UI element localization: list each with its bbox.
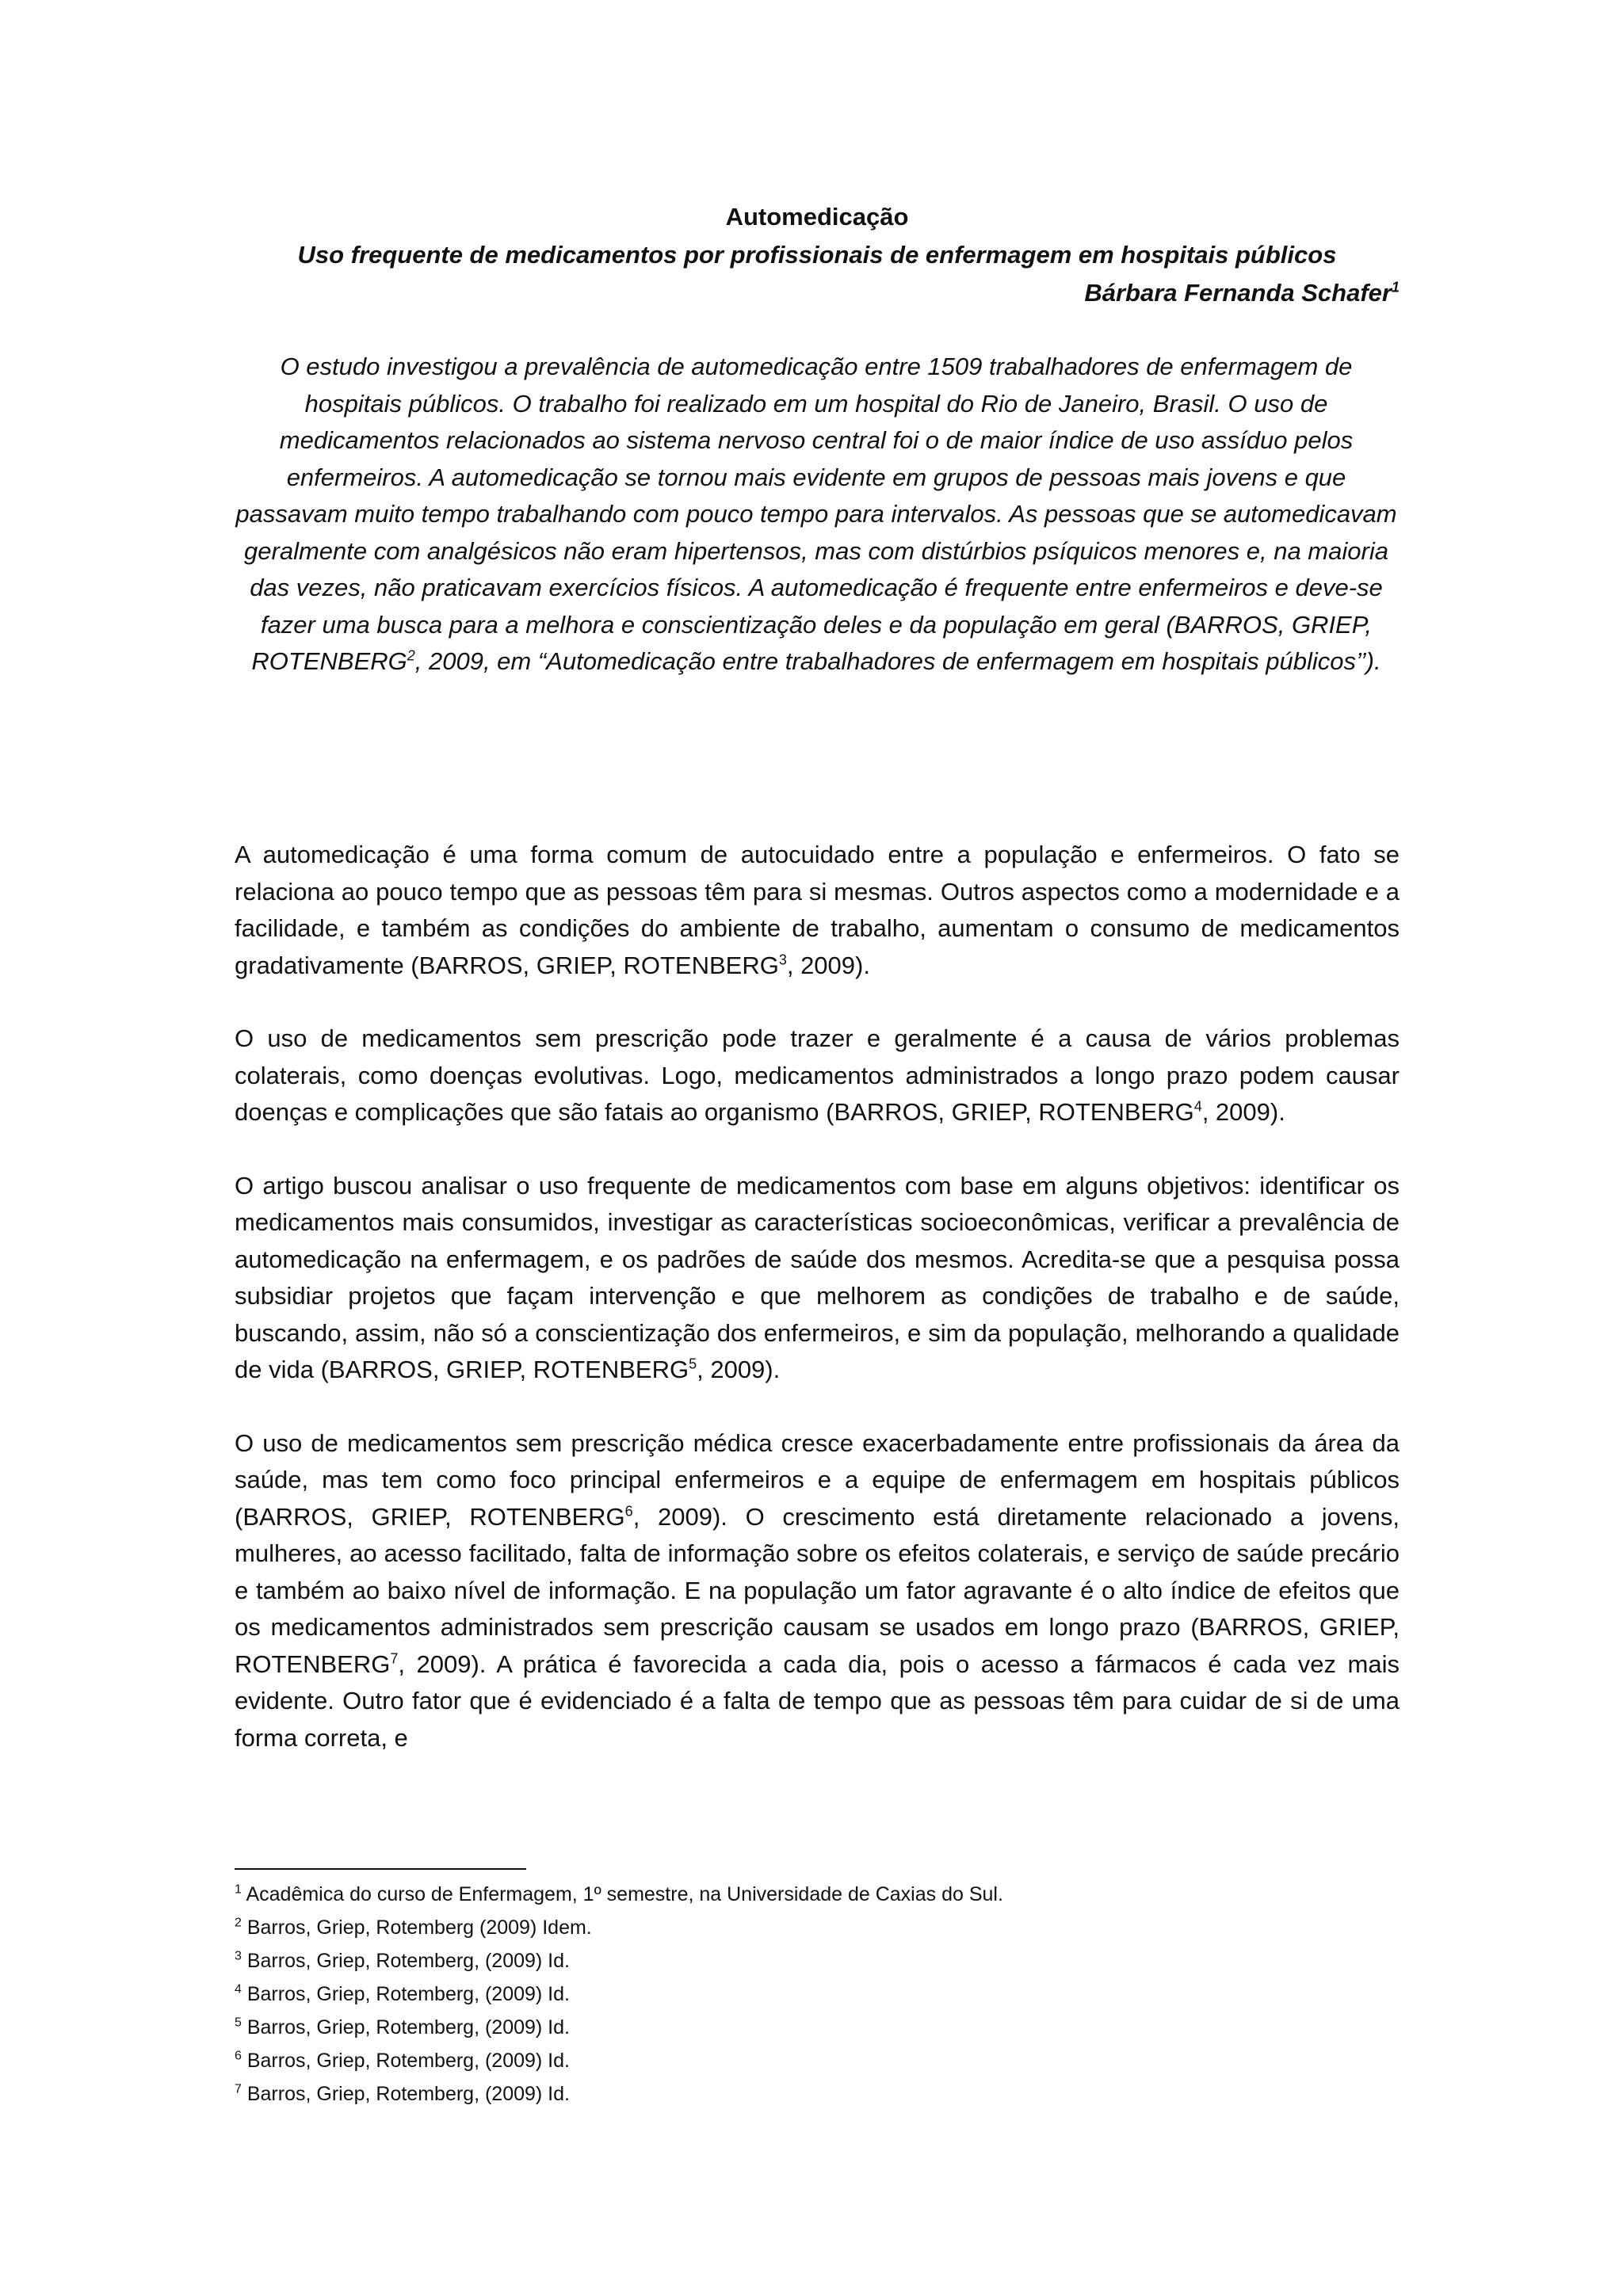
paragraph-text-b: , 2009). O crescimento está diretamente relacionado a jovens, mulheres, ao acesso facilitado, falta de informação sobre os efeitos colaterais, e serviço de saúde precário e também ao baixo nível de informação. E na população um fator agravante é o alto índice de efeitos que os medicamentos administrados sem prescrição causam se usados em longo prazo (BARROS, GRIEP, ROTENBERG (235, 1502, 1400, 1678)
footnote-ref-6: 6 (624, 1503, 633, 1520)
body-paragraph-3 (235, 1168, 1400, 1389)
abstract-text: O estudo investigou a prevalência de automedicação entre 1509 trabalhadores de enfermagem de hospitais públicos. O trabalho foi realizado em um hospital do Rio de Janeiro, Brasil. O uso de medicamentos relacionados ao sistema nervoso central foi o de maior índice de uso assíduo pelos enfermeiros. A automedicação se tornou mais evidente em grupos de pessoas mais jovens e que passavam muito tempo trabalhando com pouco tempo para intervalos. As pessoas que se automedicavam geralmente com analgésicos não eram hipertensos, mas com distúrbios psíquicos menores e, na maioria das vezes, não praticavam exercícios físicos. A automedicação é frequente entre enfermeiros e deve-se fazer uma busca para a melhora e conscientização deles e da população em geral (BARROS, GRIEP, ROTENBERG (235, 353, 1397, 675)
footnote-ref-4: 4 (1193, 1098, 1202, 1115)
paragraph-text-a: O uso de medicamentos sem prescrição médica cresce exacerbadamente entre profissionais da área da saúde, mas tem como foco principal enfermeiros e a equipe de enfermagem em hospitais públicos (BARROS, GRIEP, ROTENBERG (235, 1428, 1400, 1531)
body-paragraph-1 (235, 837, 1400, 984)
author-footnote-ref: 1 (1391, 279, 1400, 296)
document-subtitle: Uso frequente de medicamentos por profissionais de enfermagem em hospitais públicos (297, 241, 1337, 269)
author-name: Bárbara Fernanda Schafer (1084, 279, 1392, 307)
footnote-number: 1 (235, 1882, 242, 1897)
footnote-ref-5: 5 (689, 1356, 697, 1372)
footnote-7 (235, 2077, 1400, 2111)
paragraph-text-c: , 2009). A prática é favorecida a cada dia, pois o acesso a fármacos é cada vez mais evidente. Outro fator que é evidenciado é a falta de tempo que as pessoas têm para cuidar de si de uma forma correta, e (235, 1650, 1400, 1752)
footnote-text: Barros, Griep, Rotemberg, (2009) Id. (241, 1950, 570, 1972)
footnote-4 (235, 1978, 1400, 2011)
paragraph-tail: , 2009). (1201, 1098, 1285, 1126)
paragraph-text: O artigo buscou analisar o uso frequente de medicamentos com base em alguns objetivos: identificar os medicamentos mais consumidos, investigar as características socioeconômicas, verificar a prevalência de automedicação na enfermagem, e os padrões de saúde dos mesmos. Acredita-se que a pesquisa possa subsidiar projetos que façam intervenção e que melhorem as condições de trabalho e de saúde, buscando, assim, não só a conscientização dos enfermeiros, e sim da população, melhorando a qualidade de vida (BARROS, GRIEP, ROTENBERG (235, 1171, 1400, 1383)
footnote-number: 6 (235, 2049, 242, 2063)
body-paragraph-2 (235, 1020, 1400, 1131)
footnote-number: 3 (235, 1949, 242, 1963)
paragraph-tail: , 2009). (697, 1356, 781, 1383)
footnote-5 (235, 2011, 1400, 2044)
paragraph-tail: , 2009). (786, 951, 870, 979)
document-body (235, 837, 1400, 1793)
footnote-text: Barros, Griep, Rotemberg, (2009) Id. (241, 2050, 570, 2072)
abstract (230, 349, 1403, 681)
footnote-1 (235, 1878, 1400, 1911)
abstract-footnote-ref: 2 (407, 647, 415, 664)
footnote-text: Acadêmica do curso de Enfermagem, 1º semestre, na Universidade de Caxias do Sul. (241, 1883, 1003, 1905)
footnote-2 (235, 1911, 1400, 1944)
footnote-ref-3: 3 (778, 952, 787, 968)
paragraph-text: A automedicação é uma forma comum de autocuidado entre a população e enfermeiros. O fato se relaciona ao pouco tempo que as pessoas têm para si mesmas. Outros aspectos como a modernidade e a facilidade, e também as condições do ambiente de trabalho, aumentam o consumo de medicamentos gradativamente (BARROS, GRIEP, ROTENBERG (235, 841, 1400, 979)
footnote-number: 4 (235, 1982, 242, 1997)
footnote-text: Barros, Griep, Rotemberg, (2009) Id. (241, 1983, 570, 2005)
body-paragraph-4 (235, 1425, 1400, 1757)
footnote-3 (235, 1944, 1400, 1978)
footnote-separator (235, 1868, 526, 1870)
footnotes (235, 1878, 1400, 2111)
abstract-text-tail: , 2009, em “Automedicação entre trabalhadores de enfermagem em hospitais públicos’’). (414, 647, 1381, 675)
footnote-6 (235, 2044, 1400, 2077)
footnote-number: 5 (235, 2016, 242, 2030)
document-title: Automedicação (725, 203, 909, 231)
footnote-text: Barros, Griep, Rotemberg, (2009) Id. (241, 2016, 570, 2039)
footnote-text: Barros, Griep, Rotemberg, (2009) Id. (241, 2083, 570, 2105)
footnote-ref-7: 7 (390, 1650, 399, 1667)
author-line (235, 274, 1400, 312)
footnote-number: 2 (235, 1916, 242, 1930)
paragraph-text: O uso de medicamentos sem prescrição pode trazer e geralmente é a causa de vários problemas colaterais, como doenças evolutivas. Logo, medicamentos administrados a longo prazo podem causar doenças e complicações que são fatais ao organismo (BARROS, GRIEP, ROTENBERG (235, 1024, 1400, 1126)
footnote-text: Barros, Griep, Rotemberg (2009) Idem. (241, 1917, 592, 1939)
footnote-number: 7 (235, 2082, 242, 2096)
document-header (235, 198, 1400, 312)
